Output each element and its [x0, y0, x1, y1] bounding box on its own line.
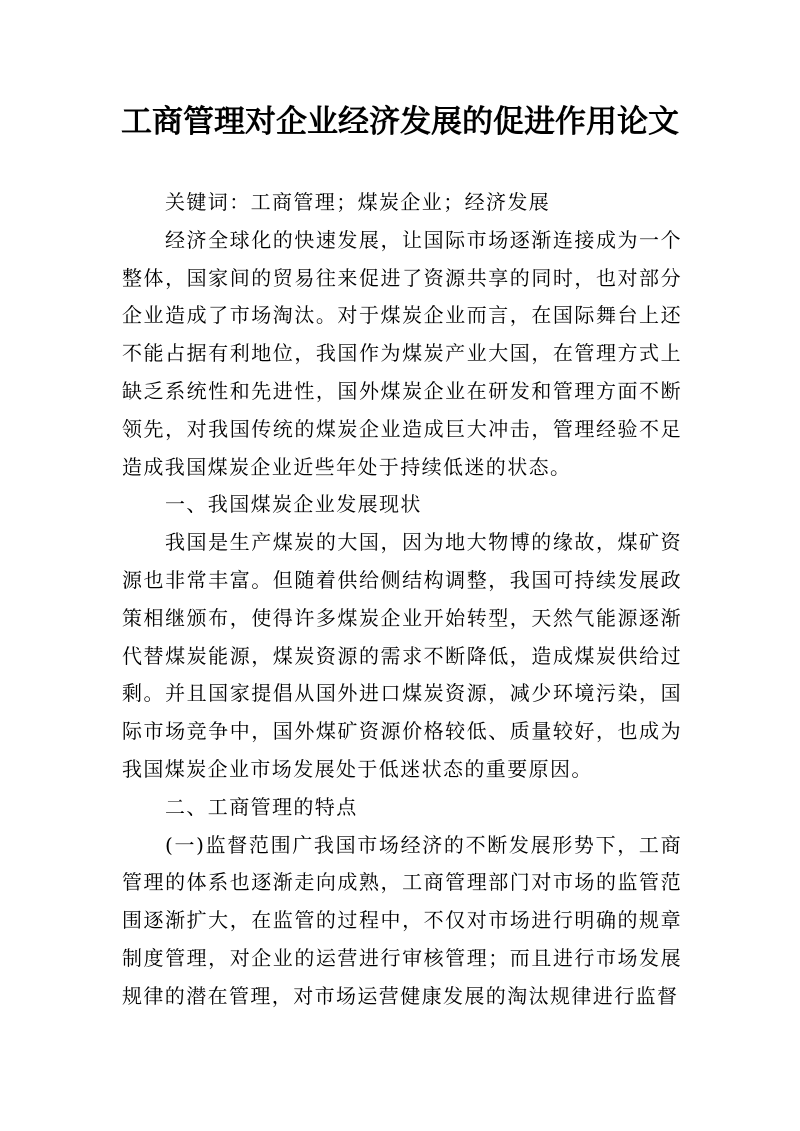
body-paragraph: (一)监督范围广我国市场经济的不断发展形势下，工商管理的体系也逐渐走向成熟，工商管理部门对市场的监管范围逐渐扩大，在监管的过程中，不仅对市场进行明确的规章制度管理，对企业的运营进行审核管理；而且进行市场发展规律的潜在管理，对市场运营健康发展的淘汰规律进行监督 [122, 832, 682, 1008]
body-paragraph: 我国是生产煤炭的大国，因为地大物博的缘故，煤矿资源也非常丰富。但随着供给侧结构调整，我国可持续发展政策相继颁布，使得许多煤炭企业开始转型，天然气能源逐渐代替煤炭能源，煤炭资源的需求不断降低，造成煤炭供给过剩。并且国家提倡从国外进口煤炭资源，减少环境污染，国际市场竞争中，国外煤矿资源价格较低、质量较好，也成为我国煤炭企业市场发展处于低迷状态的重要原因。 [122, 530, 682, 781]
section-heading: 二、工商管理的特点 [165, 794, 358, 819]
document-title: 工商管理对企业经济发展的促进作用论文 [121, 104, 679, 140]
section-heading: 一、我国煤炭企业发展现状 [165, 492, 422, 517]
document-body [122, 184, 682, 1016]
keywords-paragraph: 关键词：工商管理；煤炭企业；经济发展 [165, 190, 551, 214]
body-paragraph: 经济全球化的快速发展，让国际市场逐渐连接成为一个整体，国家间的贸易往来促进了资源共享的同时，也对部分企业造成了市场淘汰。对于煤炭企业而言，在国际舞台上还不能占据有利地位，我国作为煤炭产业大国，在管理方式上缺乏系统性和先进性，国外煤炭企业在研发和管理方面不断领先，对我国传统的煤炭企业造成巨大冲击，管理经验不足造成我国煤炭企业近些年处于持续低迷的状态。 [122, 227, 682, 479]
